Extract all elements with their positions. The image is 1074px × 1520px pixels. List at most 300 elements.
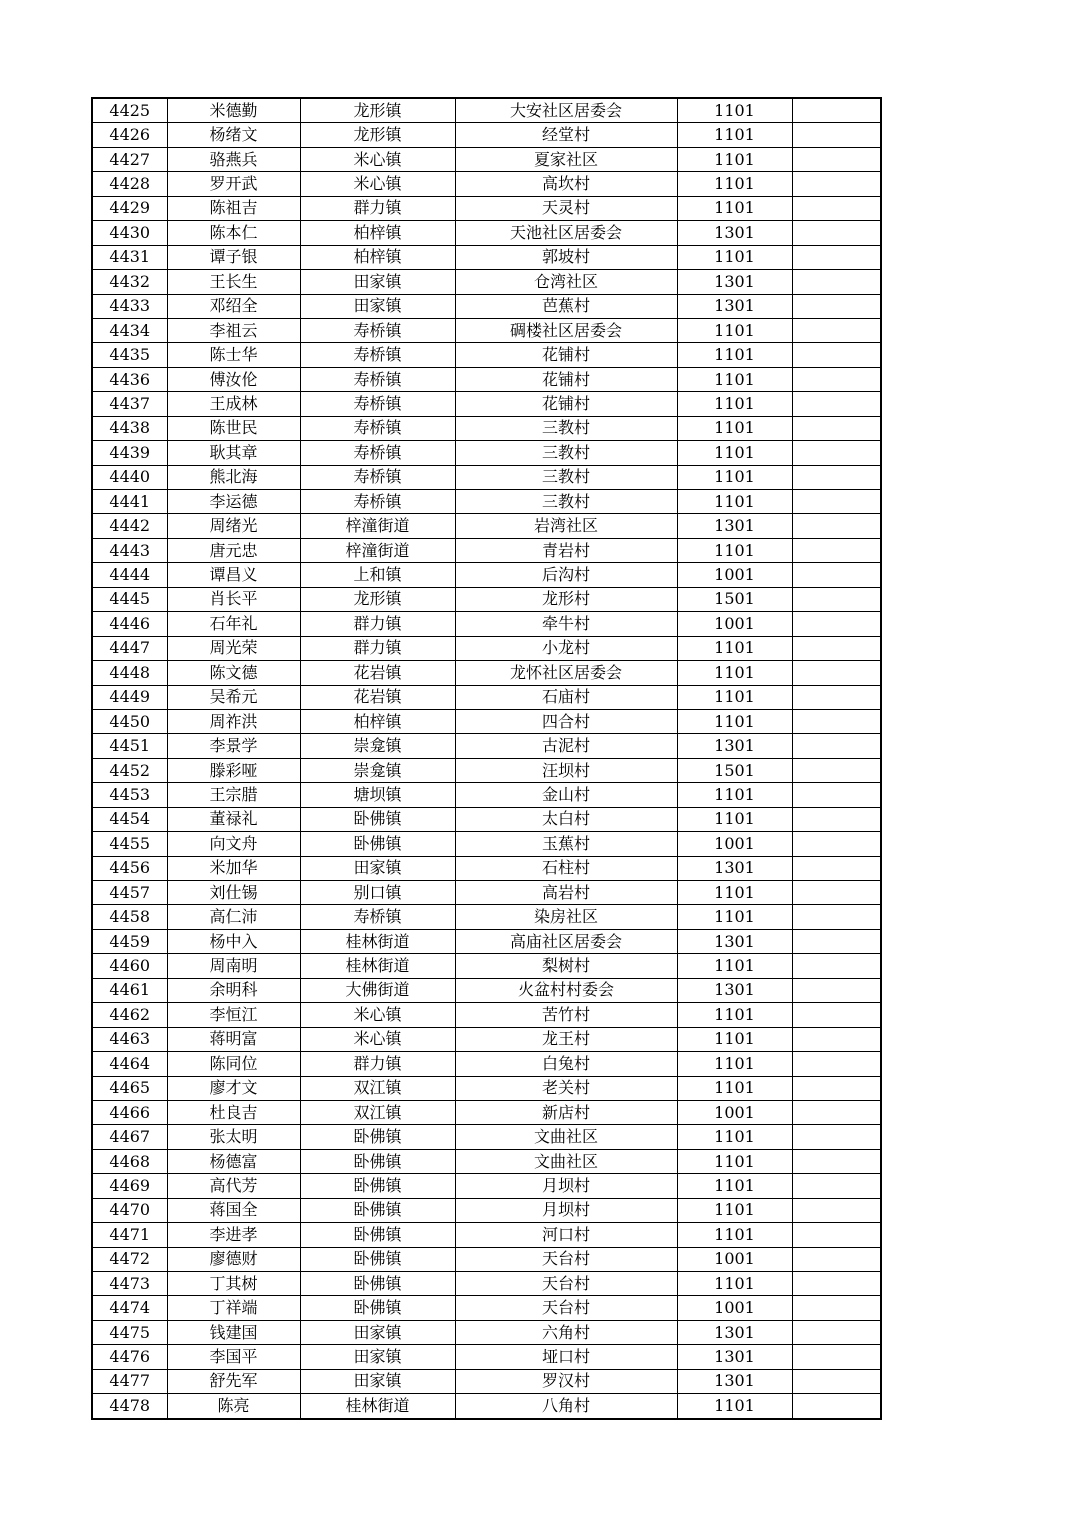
cell-number: 4435 xyxy=(92,343,167,367)
cell-name: 王长生 xyxy=(167,270,300,294)
cell-name: 高代芳 xyxy=(167,1174,300,1198)
cell-note xyxy=(792,1345,881,1369)
cell-town: 群力镇 xyxy=(300,1052,455,1076)
cell-town: 寿桥镇 xyxy=(300,318,455,342)
cell-code: 1101 xyxy=(677,661,792,685)
cell-name: 滕彩哑 xyxy=(167,758,300,782)
cell-code: 1101 xyxy=(677,441,792,465)
cell-note xyxy=(792,734,881,758)
cell-code: 1101 xyxy=(677,343,792,367)
cell-code: 1301 xyxy=(677,1320,792,1344)
cell-number: 4466 xyxy=(92,1100,167,1124)
cell-village: 罗汉村 xyxy=(455,1369,677,1393)
table-row xyxy=(92,1345,881,1369)
cell-number: 4464 xyxy=(92,1052,167,1076)
cell-number: 4476 xyxy=(92,1345,167,1369)
cell-code: 1001 xyxy=(677,563,792,587)
cell-code: 1101 xyxy=(677,245,792,269)
cell-number: 4462 xyxy=(92,1003,167,1027)
cell-note xyxy=(792,1027,881,1051)
cell-name: 陈同位 xyxy=(167,1052,300,1076)
table-row xyxy=(92,441,881,465)
cell-number: 4459 xyxy=(92,929,167,953)
cell-town: 双江镇 xyxy=(300,1076,455,1100)
cell-code: 1501 xyxy=(677,587,792,611)
cell-code: 1101 xyxy=(677,1003,792,1027)
cell-number: 4454 xyxy=(92,807,167,831)
cell-village: 文曲社区 xyxy=(455,1125,677,1149)
cell-town: 卧佛镇 xyxy=(300,1198,455,1222)
cell-number: 4427 xyxy=(92,147,167,171)
cell-note xyxy=(792,1369,881,1393)
cell-code: 1301 xyxy=(677,514,792,538)
cell-village: 岩湾社区 xyxy=(455,514,677,538)
cell-note xyxy=(792,221,881,245)
cell-code: 1301 xyxy=(677,294,792,318)
table-row xyxy=(92,416,881,440)
table-row xyxy=(92,465,881,489)
cell-town: 梓潼街道 xyxy=(300,514,455,538)
cell-town: 田家镇 xyxy=(300,1320,455,1344)
cell-town: 柏梓镇 xyxy=(300,221,455,245)
cell-number: 4452 xyxy=(92,758,167,782)
table-row xyxy=(92,1100,881,1124)
cell-village: 龙怀社区居委会 xyxy=(455,661,677,685)
table-row xyxy=(92,1174,881,1198)
cell-note xyxy=(792,318,881,342)
cell-code: 1501 xyxy=(677,758,792,782)
table-row xyxy=(92,856,881,880)
cell-note xyxy=(792,1125,881,1149)
cell-village: 白兔村 xyxy=(455,1052,677,1076)
cell-name: 王宗腊 xyxy=(167,783,300,807)
cell-number: 4477 xyxy=(92,1369,167,1393)
cell-code: 1101 xyxy=(677,685,792,709)
cell-number: 4434 xyxy=(92,318,167,342)
cell-town: 花岩镇 xyxy=(300,685,455,709)
cell-code: 1301 xyxy=(677,978,792,1002)
cell-code: 1101 xyxy=(677,1198,792,1222)
cell-name: 陈文德 xyxy=(167,661,300,685)
cell-code: 1101 xyxy=(677,783,792,807)
cell-code: 1101 xyxy=(677,123,792,147)
cell-name: 舒先军 xyxy=(167,1369,300,1393)
cell-number: 4467 xyxy=(92,1125,167,1149)
cell-note xyxy=(792,392,881,416)
table-row xyxy=(92,1149,881,1173)
cell-note xyxy=(792,807,881,831)
cell-town: 柏梓镇 xyxy=(300,709,455,733)
cell-code: 1101 xyxy=(677,1223,792,1247)
cell-village: 经堂村 xyxy=(455,123,677,147)
cell-code: 1101 xyxy=(677,709,792,733)
cell-village: 石柱村 xyxy=(455,856,677,880)
cell-number: 4448 xyxy=(92,661,167,685)
cell-number: 4471 xyxy=(92,1223,167,1247)
cell-number: 4473 xyxy=(92,1272,167,1296)
table-row xyxy=(92,318,881,342)
cell-village: 高岩村 xyxy=(455,881,677,905)
cell-village: 染房社区 xyxy=(455,905,677,929)
cell-note xyxy=(792,514,881,538)
cell-note xyxy=(792,783,881,807)
cell-number: 4449 xyxy=(92,685,167,709)
cell-code: 1101 xyxy=(677,172,792,196)
table-row xyxy=(92,636,881,660)
cell-name: 杨中入 xyxy=(167,929,300,953)
cell-village: 石庙村 xyxy=(455,685,677,709)
cell-name: 王成林 xyxy=(167,392,300,416)
cell-number: 4456 xyxy=(92,856,167,880)
table-row xyxy=(92,147,881,171)
cell-name: 刘仕锡 xyxy=(167,881,300,905)
table-row xyxy=(92,98,881,123)
cell-note xyxy=(792,416,881,440)
cell-name: 谭昌义 xyxy=(167,563,300,587)
cell-note xyxy=(792,270,881,294)
cell-number: 4455 xyxy=(92,832,167,856)
cell-code: 1101 xyxy=(677,538,792,562)
cell-note xyxy=(792,1320,881,1344)
cell-code: 1101 xyxy=(677,98,792,123)
cell-town: 卧佛镇 xyxy=(300,807,455,831)
cell-note xyxy=(792,123,881,147)
cell-note xyxy=(792,1076,881,1100)
cell-code: 1101 xyxy=(677,147,792,171)
cell-town: 米心镇 xyxy=(300,1027,455,1051)
cell-code: 1101 xyxy=(677,1125,792,1149)
cell-town: 龙形镇 xyxy=(300,123,455,147)
cell-village: 垭口村 xyxy=(455,1345,677,1369)
cell-code: 1001 xyxy=(677,1247,792,1271)
cell-note xyxy=(792,661,881,685)
cell-name: 傅汝伦 xyxy=(167,367,300,391)
cell-village: 古泥村 xyxy=(455,734,677,758)
table-row xyxy=(92,1272,881,1296)
cell-code: 1301 xyxy=(677,270,792,294)
cell-village: 天台村 xyxy=(455,1247,677,1271)
cell-village: 四合村 xyxy=(455,709,677,733)
table-row xyxy=(92,490,881,514)
cell-name: 谭子银 xyxy=(167,245,300,269)
cell-village: 新店村 xyxy=(455,1100,677,1124)
cell-village: 火盆村村委会 xyxy=(455,978,677,1002)
cell-note xyxy=(792,954,881,978)
cell-name: 吴希元 xyxy=(167,685,300,709)
cell-name: 李运德 xyxy=(167,490,300,514)
table-row xyxy=(92,1223,881,1247)
cell-number: 4468 xyxy=(92,1149,167,1173)
cell-code: 1301 xyxy=(677,929,792,953)
cell-note xyxy=(792,1223,881,1247)
cell-village: 天灵村 xyxy=(455,196,677,220)
cell-town: 卧佛镇 xyxy=(300,1125,455,1149)
cell-village: 天池社区居委会 xyxy=(455,221,677,245)
cell-code: 1001 xyxy=(677,1296,792,1320)
cell-village: 高庙社区居委会 xyxy=(455,929,677,953)
cell-village: 小龙村 xyxy=(455,636,677,660)
cell-town: 寿桥镇 xyxy=(300,441,455,465)
table-row xyxy=(92,612,881,636)
cell-village: 三教村 xyxy=(455,465,677,489)
cell-town: 龙形镇 xyxy=(300,98,455,123)
cell-code: 1101 xyxy=(677,1394,792,1419)
cell-code: 1101 xyxy=(677,318,792,342)
table-row xyxy=(92,758,881,782)
cell-village: 三教村 xyxy=(455,490,677,514)
cell-name: 李国平 xyxy=(167,1345,300,1369)
cell-village: 郭坡村 xyxy=(455,245,677,269)
table-row xyxy=(92,881,881,905)
cell-note xyxy=(792,709,881,733)
cell-name: 余明科 xyxy=(167,978,300,1002)
cell-number: 4445 xyxy=(92,587,167,611)
cell-code: 1301 xyxy=(677,734,792,758)
cell-name: 周绪光 xyxy=(167,514,300,538)
cell-number: 4475 xyxy=(92,1320,167,1344)
table-row xyxy=(92,807,881,831)
cell-note xyxy=(792,832,881,856)
cell-note xyxy=(792,172,881,196)
cell-number: 4446 xyxy=(92,612,167,636)
table-row xyxy=(92,245,881,269)
cell-name: 蒋明富 xyxy=(167,1027,300,1051)
cell-note xyxy=(792,147,881,171)
cell-code: 1101 xyxy=(677,1174,792,1198)
cell-village: 夏家社区 xyxy=(455,147,677,171)
cell-code: 1101 xyxy=(677,392,792,416)
cell-note xyxy=(792,367,881,391)
table-row xyxy=(92,661,881,685)
cell-name: 杜良吉 xyxy=(167,1100,300,1124)
table-row xyxy=(92,1027,881,1051)
cell-town: 卧佛镇 xyxy=(300,832,455,856)
cell-town: 田家镇 xyxy=(300,856,455,880)
cell-village: 花铺村 xyxy=(455,367,677,391)
cell-name: 廖德财 xyxy=(167,1247,300,1271)
cell-name: 杨德富 xyxy=(167,1149,300,1173)
cell-village: 月坝村 xyxy=(455,1174,677,1198)
cell-name: 向文舟 xyxy=(167,832,300,856)
cell-number: 4429 xyxy=(92,196,167,220)
cell-note xyxy=(792,1247,881,1271)
cell-village: 老关村 xyxy=(455,1076,677,1100)
cell-town: 卧佛镇 xyxy=(300,1149,455,1173)
cell-code: 1101 xyxy=(677,416,792,440)
cell-town: 柏梓镇 xyxy=(300,245,455,269)
cell-number: 4440 xyxy=(92,465,167,489)
cell-number: 4443 xyxy=(92,538,167,562)
table-row xyxy=(92,270,881,294)
cell-town: 寿桥镇 xyxy=(300,905,455,929)
cell-village: 花铺村 xyxy=(455,343,677,367)
table-row xyxy=(92,1052,881,1076)
cell-note xyxy=(792,245,881,269)
table-row xyxy=(92,196,881,220)
cell-number: 4472 xyxy=(92,1247,167,1271)
table-row xyxy=(92,1076,881,1100)
cell-number: 4463 xyxy=(92,1027,167,1051)
cell-town: 米心镇 xyxy=(300,1003,455,1027)
table-row xyxy=(92,1003,881,1027)
cell-town: 花岩镇 xyxy=(300,661,455,685)
table-row xyxy=(92,929,881,953)
cell-village: 苦竹村 xyxy=(455,1003,677,1027)
cell-town: 卧佛镇 xyxy=(300,1247,455,1271)
cell-name: 耿其章 xyxy=(167,441,300,465)
table-row xyxy=(92,587,881,611)
table-row xyxy=(92,734,881,758)
table-row xyxy=(92,1247,881,1271)
cell-village: 高坎村 xyxy=(455,172,677,196)
cell-town: 桂林街道 xyxy=(300,954,455,978)
cell-village: 花铺村 xyxy=(455,392,677,416)
cell-name: 陈本仁 xyxy=(167,221,300,245)
table-row xyxy=(92,832,881,856)
cell-code: 1101 xyxy=(677,465,792,489)
table-row xyxy=(92,709,881,733)
cell-number: 4437 xyxy=(92,392,167,416)
cell-town: 寿桥镇 xyxy=(300,343,455,367)
cell-note xyxy=(792,1003,881,1027)
cell-name: 邓绍全 xyxy=(167,294,300,318)
cell-note xyxy=(792,343,881,367)
cell-town: 群力镇 xyxy=(300,196,455,220)
cell-town: 梓潼街道 xyxy=(300,538,455,562)
cell-town: 田家镇 xyxy=(300,270,455,294)
cell-village: 后沟村 xyxy=(455,563,677,587)
cell-number: 4450 xyxy=(92,709,167,733)
cell-town: 塘坝镇 xyxy=(300,783,455,807)
table-row xyxy=(92,343,881,367)
cell-note xyxy=(792,929,881,953)
cell-note xyxy=(792,587,881,611)
cell-town: 寿桥镇 xyxy=(300,416,455,440)
table-row xyxy=(92,123,881,147)
cell-code: 1301 xyxy=(677,1345,792,1369)
cell-name: 李景学 xyxy=(167,734,300,758)
cell-name: 丁其树 xyxy=(167,1272,300,1296)
cell-town: 米心镇 xyxy=(300,147,455,171)
cell-code: 1101 xyxy=(677,196,792,220)
cell-name: 米加华 xyxy=(167,856,300,880)
cell-code: 1101 xyxy=(677,1052,792,1076)
cell-name: 廖才文 xyxy=(167,1076,300,1100)
cell-note xyxy=(792,1394,881,1419)
cell-number: 4439 xyxy=(92,441,167,465)
cell-town: 双江镇 xyxy=(300,1100,455,1124)
cell-village: 河口村 xyxy=(455,1223,677,1247)
cell-note xyxy=(792,612,881,636)
cell-number: 4442 xyxy=(92,514,167,538)
cell-name: 董禄礼 xyxy=(167,807,300,831)
cell-name: 李进孝 xyxy=(167,1223,300,1247)
table-row xyxy=(92,1125,881,1149)
cell-note xyxy=(792,294,881,318)
table-row xyxy=(92,978,881,1002)
cell-town: 龙形镇 xyxy=(300,587,455,611)
cell-name: 米德勤 xyxy=(167,98,300,123)
cell-name: 钱建国 xyxy=(167,1320,300,1344)
cell-name: 罗开武 xyxy=(167,172,300,196)
cell-note xyxy=(792,881,881,905)
table-row xyxy=(92,367,881,391)
table-row xyxy=(92,221,881,245)
cell-note xyxy=(792,1052,881,1076)
cell-name: 丁祥端 xyxy=(167,1296,300,1320)
cell-town: 田家镇 xyxy=(300,1369,455,1393)
cell-name: 周祚洪 xyxy=(167,709,300,733)
cell-village: 文曲社区 xyxy=(455,1149,677,1173)
cell-number: 4457 xyxy=(92,881,167,905)
cell-name: 骆燕兵 xyxy=(167,147,300,171)
cell-code: 1001 xyxy=(677,832,792,856)
cell-town: 别口镇 xyxy=(300,881,455,905)
cell-code: 1101 xyxy=(677,636,792,660)
cell-number: 4441 xyxy=(92,490,167,514)
cell-village: 八角村 xyxy=(455,1394,677,1419)
cell-note xyxy=(792,538,881,562)
cell-name: 唐元忠 xyxy=(167,538,300,562)
cell-village: 牵牛村 xyxy=(455,612,677,636)
cell-village: 梨树村 xyxy=(455,954,677,978)
cell-number: 4451 xyxy=(92,734,167,758)
cell-number: 4447 xyxy=(92,636,167,660)
cell-note xyxy=(792,856,881,880)
cell-code: 1101 xyxy=(677,1149,792,1173)
cell-number: 4430 xyxy=(92,221,167,245)
cell-note xyxy=(792,978,881,1002)
cell-name: 杨绪文 xyxy=(167,123,300,147)
cell-village: 仓湾社区 xyxy=(455,270,677,294)
cell-number: 4431 xyxy=(92,245,167,269)
cell-number: 4425 xyxy=(92,98,167,123)
cell-number: 4438 xyxy=(92,416,167,440)
cell-note xyxy=(792,196,881,220)
cell-number: 4478 xyxy=(92,1394,167,1419)
cell-code: 1101 xyxy=(677,1027,792,1051)
cell-number: 4458 xyxy=(92,905,167,929)
cell-village: 青岩村 xyxy=(455,538,677,562)
cell-note xyxy=(792,441,881,465)
table-row xyxy=(92,172,881,196)
cell-number: 4453 xyxy=(92,783,167,807)
table-row xyxy=(92,1198,881,1222)
cell-number: 4444 xyxy=(92,563,167,587)
cell-note xyxy=(792,905,881,929)
cell-name: 周光荣 xyxy=(167,636,300,660)
cell-town: 寿桥镇 xyxy=(300,392,455,416)
cell-town: 上和镇 xyxy=(300,563,455,587)
cell-town: 崇龛镇 xyxy=(300,734,455,758)
cell-name: 张太明 xyxy=(167,1125,300,1149)
cell-number: 4428 xyxy=(92,172,167,196)
cell-note xyxy=(792,465,881,489)
table-row xyxy=(92,1320,881,1344)
cell-village: 芭蕉村 xyxy=(455,294,677,318)
table-row xyxy=(92,783,881,807)
cell-village: 太白村 xyxy=(455,807,677,831)
cell-town: 卧佛镇 xyxy=(300,1296,455,1320)
cell-town: 寿桥镇 xyxy=(300,490,455,514)
cell-note xyxy=(792,1174,881,1198)
cell-note xyxy=(792,685,881,709)
table-row xyxy=(92,538,881,562)
cell-village: 金山村 xyxy=(455,783,677,807)
cell-village: 三教村 xyxy=(455,416,677,440)
cell-town: 卧佛镇 xyxy=(300,1272,455,1296)
cell-village: 三教村 xyxy=(455,441,677,465)
